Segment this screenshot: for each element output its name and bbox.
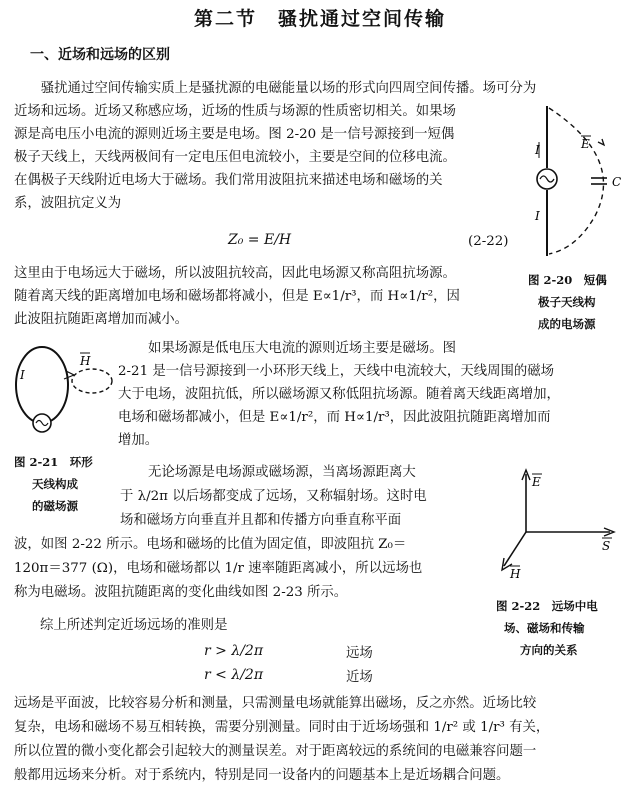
criterion-far-expr: r > λ/2π (204, 643, 264, 659)
p1-line-6: 系，波阻抗定义为 (14, 196, 122, 211)
criterion-near-label: 近场 (346, 670, 373, 685)
p3-line-5: 增加。 (118, 433, 159, 448)
figure-2-21-loop-diagram (6, 335, 121, 440)
figure-2-20-dipole-diagram (515, 98, 635, 268)
fig20-caption-2: 极子天线构 (538, 295, 596, 309)
p1-line-2: 近场和远场。近场又称感应场，近场的性质与场源的性质密切相关。如果场 (14, 104, 456, 119)
fig22-caption-2: 场、磁场和传输 (504, 621, 585, 635)
p4-line-3: 场和磁场方向垂直并且都和传播方向垂直称平面 (120, 513, 402, 528)
p3-line-1: 如果场源是低电压大电流的源则近场主要是磁场。图 (148, 341, 456, 356)
p1-line-3: 源是高电压小电流的源则近场主要是电场。图 2-20 是一信号源接到一短偶 (14, 127, 455, 142)
criterion-near-expr: r < λ/2π (204, 667, 264, 683)
p3-line-4: 电场和磁场都减小，但是 E∝1/r²，而 H∝1/r³，因此波阻抗随距离增加而 (118, 410, 551, 425)
h-axis (504, 532, 526, 566)
fig21-h-label: H (80, 354, 91, 368)
p2-line-3: 此波阻抗随距离增加而减小。 (14, 312, 189, 327)
p6-line-2: 复杂，电场和磁场不易互相转换，需要分别测量。同时由于近场场强和 1/r² 或 1/r³ 有关， (14, 720, 550, 735)
loop-antenna (16, 347, 68, 423)
fig20-caption-3: 成的电场源 (538, 317, 596, 331)
p4-line-5: 120π＝377 (Ω)，电场和磁场都以 1/r 速率随距离减小，所以远场也 (14, 561, 423, 576)
p4-line-1: 无论场源是电场源或磁场源，当离场源距离大 (148, 465, 416, 480)
fig22-s-label: S (602, 539, 611, 553)
page-title: 第二节 骚扰通过空间传输 (193, 8, 446, 30)
equation-2-22: Z₀ = E/H (228, 232, 292, 248)
hfield-loop (72, 369, 112, 393)
fig20-current-label: I (535, 143, 540, 157)
fig20-current-label-lower: I (535, 209, 540, 223)
efield-arrow-icon (598, 139, 604, 145)
p1-line-4: 极子天线上，天线两极间有一定电压但电流较小，主要是空间的位移电流。 (14, 150, 456, 165)
p6-line-3: 所以位置的微小变化都会引起较大的测量误差。对于距离较远的系统间的电磁兼容问题一 (14, 744, 537, 759)
fig21-caption-1: 图 2-21 环形 (14, 455, 93, 469)
fig22-caption-1: 图 2-22 远场中电 (496, 599, 598, 613)
hfield-arrow-icon (64, 371, 74, 379)
criterion-far-label: 远场 (346, 646, 373, 661)
fig20-e-label: E (581, 137, 590, 151)
p3-line-2: 2-21 是一信号源接到一小环形天线上，天线中电流较大，天线周围的磁场 (118, 364, 555, 379)
section-heading: 一、近场和远场的区别 (30, 47, 170, 63)
p3-line-3: 大于电场，波阻抗低，所以磁场源又称低阻抗场源。随着离天线距离增加， (118, 387, 560, 402)
p5-line: 综上所述判定近场远场的准则是 (40, 618, 228, 633)
p1-line-5: 在偶极子天线附近电场大于磁场。我们常用波阻抗来描述电场和磁场的关 (14, 173, 443, 188)
equation-number: (2-22) (468, 234, 509, 249)
p4-line-6: 称为电磁场。波阻抗随距离的变化曲线如图 2-23 所示。 (14, 585, 348, 600)
p1-line-1: 骚扰通过空间传输实质上是骚扰源的电磁能量以场的形式向四周空间传播。场可分为 (14, 81, 537, 96)
p2-line-1: 这里由于电场远大于磁场，所以波阻抗较高，因此电场源又称高阻抗场源。 (14, 266, 456, 281)
p6-line-4: 般都用远场来分析。对于系统内，特别是同一设备内的问题基本上是近场耦合问题。 (14, 768, 510, 783)
p2-line-2: 随着离天线的距离增加电场和磁场都将减小，但是 E∝1/r³，而 H∝1/r²，因 (14, 289, 460, 304)
fig20-caption-1: 图 2-20 短偶 (528, 273, 607, 287)
fig21-caption-2: 天线构成 (32, 477, 78, 491)
fig21-caption-3: 的磁场源 (32, 499, 78, 513)
fig22-e-label: E (532, 475, 541, 489)
p6-line-1: 远场是平面波，比较容易分析和测量，只需测量电场就能算出磁场，反之亦然。近场比较 (14, 696, 537, 711)
figure-2-22-axes-diagram (490, 460, 630, 590)
fig22-caption-3: 方向的关系 (520, 643, 578, 657)
p4-line-4: 波，如图 2-22 所示。电场和磁场的比值为固定值，即波阻抗 Z₀＝ (14, 537, 407, 552)
fig21-current-label: I (20, 368, 25, 382)
fig20-c-label: C (612, 175, 622, 189)
fig22-h-label: H (510, 567, 521, 581)
p4-line-2: 于 λ/2π 以后场都变成了远场，又称辐射场。这时电 (120, 489, 427, 504)
